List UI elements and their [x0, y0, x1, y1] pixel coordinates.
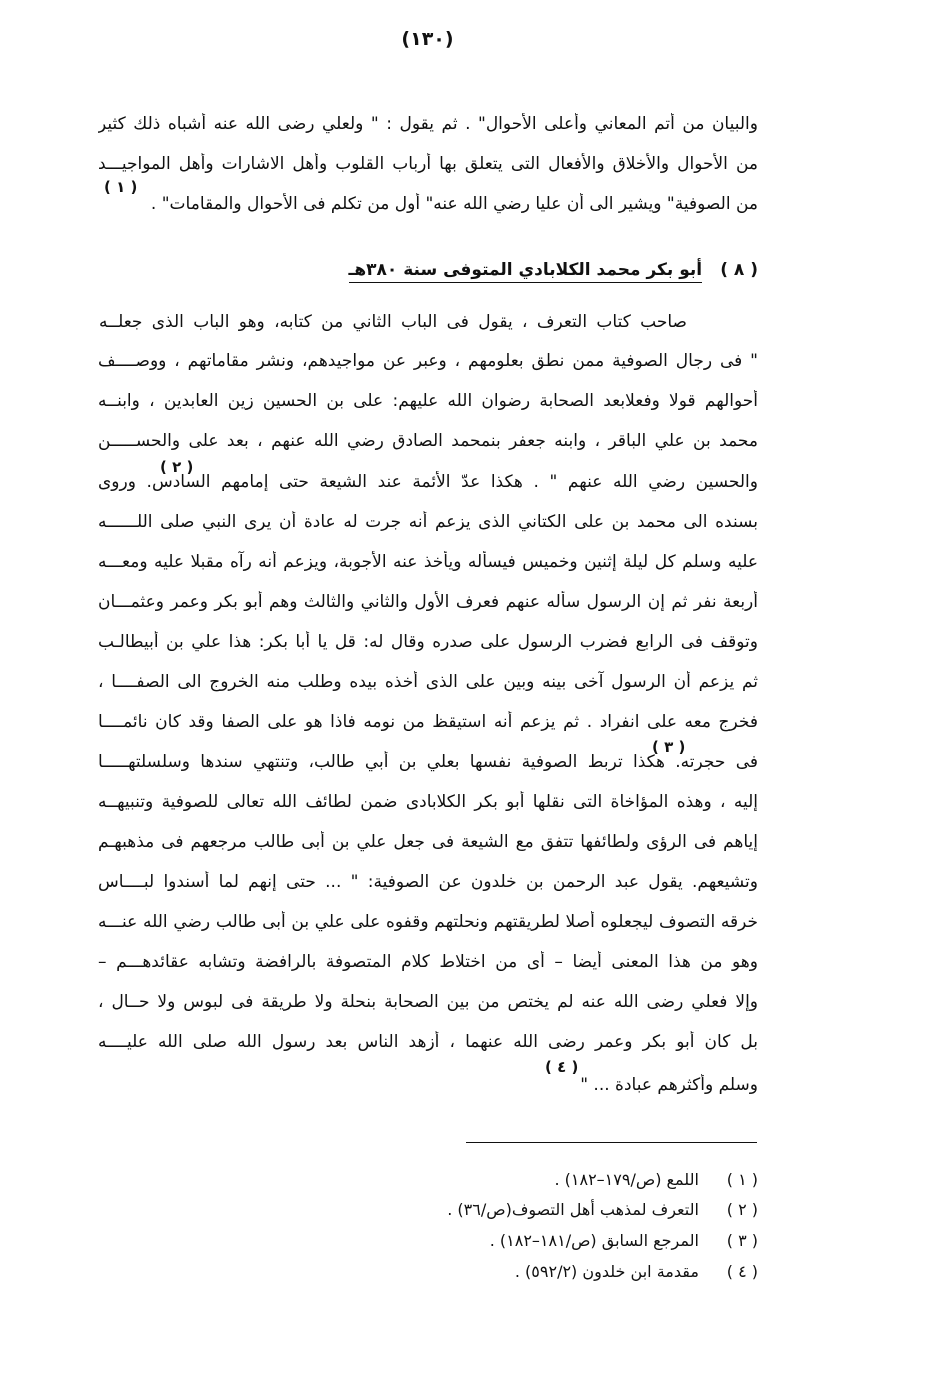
footnote-1 [554, 1169, 758, 1191]
text-line: والبيان من أتم المعاني وأعلى الأحوال" . ثم يقول : " ولعلي رضى الله عنه أشباه ذلك كثير [98, 114, 758, 134]
text-line: خرقه التصوف ليجعلوه أصلا لطريقتهم ونحلتهم وقفوه على علي بن أبى طالب رضي الله عنـــه [98, 912, 758, 932]
text-line: أحوالهم قولا وفعلابعد الصحابة رضوان الله عليهم: على بن الحسين زين العابدين ، وابنــه [98, 391, 758, 411]
text-line: بل كان أبو بكر وعمر رضى الله عنهما ، أزهد الناس بعد رسول الله صلى الله عليــــه [98, 1032, 758, 1052]
text-line: من الأحوال والأخلاق والأفعال التى يتعلق بها أرباب القلوب وأهل الاشارات وأهل المواجيـــد [98, 154, 758, 174]
text-line: أربعة نفر ثم إن الرسول سأله عنهم فعرف الأول والثاني والثالث وهم أبو بكر وعمر وعثمـــان [98, 592, 758, 612]
footnote-number: ( ٤ ) [726, 1262, 758, 1281]
footnote-4 [515, 1261, 758, 1283]
footnote-text: التعرف لمذهب أهل التصوف(ص/٣٦) . [447, 1200, 699, 1219]
footnote-text: اللمع (ص/١٧٩–١٨٢) . [554, 1170, 699, 1189]
text-line: وسلم وأكثرهم عبادة ... " [580, 1075, 758, 1095]
text-line: وإلا فعلي رضى الله عنه لم يختص من بين الصحابة بنحلة ولا طريقة فى لبوس ولا حــال ، [98, 992, 758, 1012]
footnote-ref-4: ( ٤ ) [545, 1058, 579, 1076]
footnote-separator [466, 1142, 757, 1143]
footnote-ref-1: ( ١ ) [104, 178, 138, 196]
text-line: ثم يزعم أن الرسول آخى بينه وبين على الذى أخذه بيده وطلب منه الخروج الى الصفــــا ، [98, 672, 758, 692]
section-title: أبو بكر محمد الكلابادي المتوفى سنة ٣٨٠هـ [349, 260, 703, 283]
footnote-text: المرجع السابق (ص/١٨١–١٨٢) . [489, 1231, 699, 1250]
text-line: وتوقف فى الرابع فضرب الرسول على صدره وقال له: قل يا أبا بكر: هذا علي بن أبيطالـب [98, 632, 758, 652]
text-line: وهو من هذا المعنى أيضا – أى من اختلاط كلام المتصوفة بالرافضة وتشابه عقائدهـــم – [98, 952, 758, 972]
section-heading [349, 258, 758, 282]
text-line: محمد بن علي الباقر ، وابنه جعفر بنمحمد الصادق رضي الله عنهم ، بعد على والحســـــن [98, 431, 758, 451]
text-line: فخرج معه على انفراد . ثم يزعم أنه استيقظ من نومه فاذا هو على الصفا وقد كان نائمــــا [98, 712, 758, 732]
footnote-text: مقدمة ابن خلدون (٥٩٢/٢) . [514, 1262, 699, 1281]
text-line: إليه ، وهذه المؤاخاة التى نقلها أبو بكر الكلابادى ضمن لطائف الله تعالى للصوفية وتنبيهــه [98, 792, 758, 812]
footnote-3 [490, 1230, 758, 1252]
footnote-number: ( ١ ) [726, 1170, 758, 1189]
text-line: صاحب كتاب التعرف ، يقول فى الباب الثاني من كتابه، وهو الباب الذى جعلــه [99, 312, 687, 332]
section-number: ( ٨ ) [720, 260, 758, 280]
text-line: بسنده الى محمد بن على الكتاني الذى يزعم أنه جرت له عادة أن يرى النبي صلى اللــــــه [98, 512, 758, 532]
footnote-ref-2: ( ٢ ) [160, 458, 194, 476]
text-line: " فى رجال الصوفية ممن نطق بعلومهم ، وعبر عن مواجيدهم، ونشر مقاماتهم ، ووصــــف [98, 351, 758, 371]
footnote-2 [447, 1199, 758, 1221]
text-line: من الصوفية" ويشير الى أن عليا رضي الله عنه" أول من تكلم فى الأحوال والمقامات" . [150, 194, 758, 214]
text-line: عليه وسلم كل ليلة إثنين وخميس فيسأله ويأخذ عنه الأجوبة، ويزعم أنه رآه مقبلا عليه ومعـــه [98, 552, 758, 572]
footnote-number: ( ٢ ) [726, 1200, 758, 1219]
text-line: والحسين رضي الله عنهم " . هكذا عدّ الأئمة عند الشيعة حتى إمامهم السادس. وروى [98, 472, 758, 492]
text-line: إياهم فى الرؤى ولطائفها تتفق مع الشيعة فى جعل علي بن أبى طالب مرجعهم فى مذهبهـم [98, 832, 758, 852]
page-number: (١٣٠) [401, 28, 454, 50]
text-line: فى حجرته. هكذا تربط الصوفية نفسها بعلي بن أبي طالب، وتنتهي سندها وسلسلتهـــــا [98, 752, 758, 772]
footnote-number: ( ٣ ) [726, 1231, 758, 1250]
footnote-ref-3: ( ٣ ) [652, 738, 686, 756]
text-line: وتشيعهم. يقول عبد الرحمن بن خلدون عن الصوفية: " ... حتى إنهم لما أسندوا لبــــاس [98, 872, 758, 892]
